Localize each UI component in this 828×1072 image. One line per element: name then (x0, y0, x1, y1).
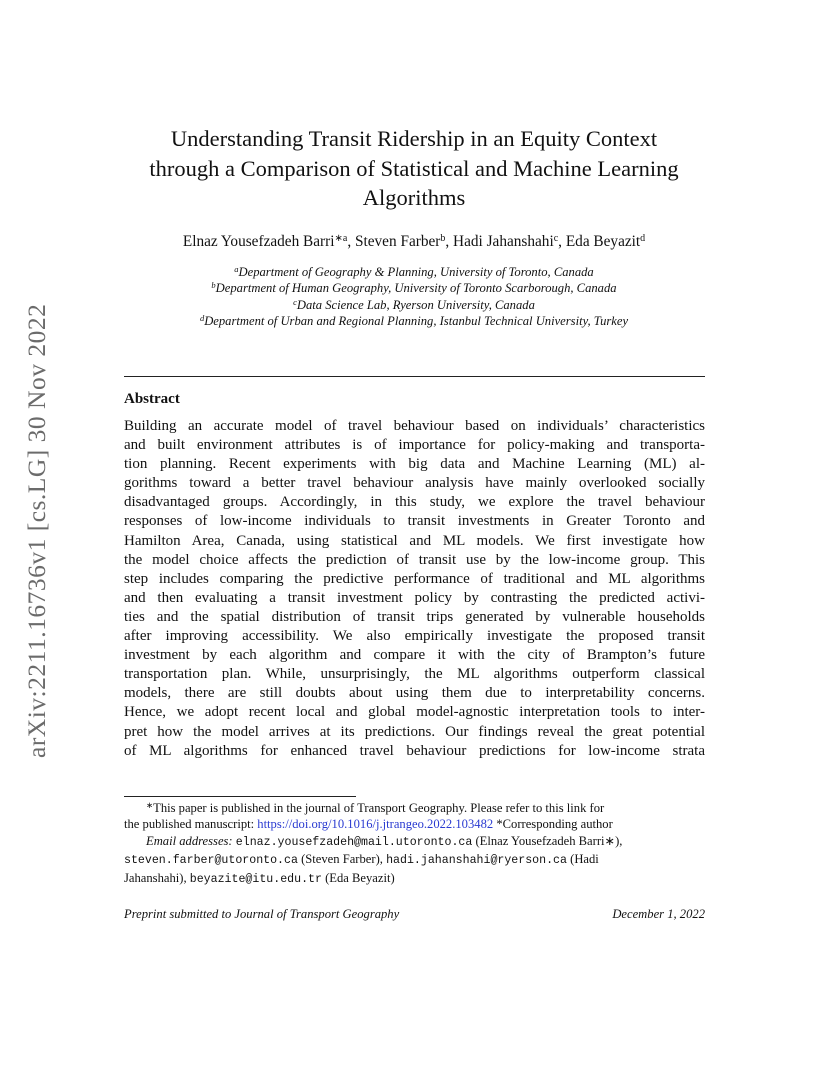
abstract-line: Hence, we adopt recent local and global model-agnostic interpretation tools to inter- (124, 704, 705, 721)
affiliation-mark: a (234, 264, 239, 274)
abstract-line: of ML algorithms for enhanced travel behaviour predictions for low-income strata (124, 742, 705, 759)
abstract-line: pret how the model arrives at its predictions. Our findings reveal the great potential (124, 723, 705, 740)
affiliation-mark: c (293, 296, 297, 307)
author-mark: ∗a (334, 233, 348, 244)
affiliation (124, 297, 704, 313)
affiliation-mark: d (199, 313, 205, 324)
title-line: through a Comparison of Statistical and Machine Learning (149, 155, 679, 181)
affiliation-mark: b (211, 280, 216, 291)
doi-link[interactable]: https://doi.org/10.1016/j.jtrangeo.2022.103482 (257, 817, 494, 832)
abstract-line: ties and the spatial distribution of transit trips generated by vulnerable households (124, 608, 705, 625)
arxiv-identifier: arXiv:2211.16736v1 [cs.LG] 30 Nov 2022 (22, 303, 51, 758)
author-name: Steven Farber (354, 233, 441, 250)
email-owner: (Eda Beyazit) (321, 870, 395, 885)
abstract-line: disadvantaged groups. Accordingly, in this study, we explore the travel behaviour (124, 494, 705, 511)
abstract-body (124, 417, 705, 761)
preprint-note: Preprint submitted to Journal of Transport Geography (124, 907, 400, 921)
affiliation-text: Department of Geography & Planning, University of Toronto, Canada (238, 265, 594, 279)
abstract-line: responses of low-income individuals to transit investments in Greater Toronto and (124, 513, 705, 530)
paper-title (124, 124, 704, 213)
author-name: Elnaz Yousefzadeh Barri (182, 233, 335, 250)
email-owner: (Steven Farber), (297, 852, 387, 867)
preprint-date: December 1, 2022 (612, 907, 705, 921)
author-mark: c (553, 233, 559, 244)
author-mark: b (440, 233, 446, 244)
email-label: Email addresses: (146, 833, 236, 848)
footnote-line (124, 800, 705, 816)
abstract-line: models, there are still doubts about using them due to interpretability concerns. (124, 685, 705, 702)
abstract-line: after improving accessibility. We also empirically investigate the proposed transit (124, 628, 705, 645)
affiliation-list (124, 264, 704, 330)
email-address[interactable]: steven.farber@utoronto.ca (124, 854, 298, 868)
email-owner: (Hadi (566, 852, 599, 867)
title-line: Understanding Transit Ridership in an Equity Context (170, 126, 658, 151)
abstract-heading: Abstract (124, 391, 180, 407)
author-name: Eda Beyazit (565, 233, 641, 250)
abstract-line: and then evaluating a transit investment policy by contrasting the predicted activi- (124, 589, 705, 606)
author-name: Hadi Jahanshahi (453, 233, 554, 250)
preprint-footer (124, 907, 705, 922)
affiliation (124, 313, 704, 329)
abstract-line: and built environment attributes is of importance for policy-making and transporta- (124, 437, 705, 454)
abstract-top-rule (124, 376, 705, 377)
footnote-rule (124, 796, 356, 797)
author-list: Elnaz Yousefzadeh Barri$^{∗a}$, Steven Farber$^b$, Hadi Jahanshahi$^c$, Eda Beyazit$^d$ (182, 233, 646, 250)
abstract-line: gorithms toward a better travel behaviour analysis have mainly overlooked socially (124, 475, 705, 492)
email-line (124, 870, 705, 888)
footnote-text: the published manuscript: (124, 817, 258, 832)
email-owner: (Elnaz Yousefzadeh Barri∗), (472, 833, 623, 848)
abstract-line: step includes comparing the predictive performance of traditional and ML algorithms (124, 570, 705, 587)
email-address[interactable]: hadi.jahanshahi@ryerson.ca (386, 854, 567, 868)
title-line: Algorithms (362, 185, 466, 210)
abstract-line: tion planning. Recent experiments with big data and Machine Learning (ML) al- (124, 456, 705, 473)
email-line (124, 833, 705, 851)
abstract-line: the model choice affects the prediction of transit use by the low-income group. This (124, 551, 705, 568)
email-address[interactable]: elnaz.yousefzadeh@mail.utoronto.ca (235, 835, 473, 849)
affiliation (124, 280, 704, 296)
email-address[interactable]: beyazite@itu.edu.tr (189, 872, 322, 886)
footnote-text: This paper is published in the journal of Transport Geography. Please refer to this link for (153, 801, 605, 815)
abstract-line: investment by each algorithm and compare it with the city of Brampton’s future (124, 647, 705, 664)
author-mark: d (640, 233, 646, 244)
email-owner: Jahanshahi), (124, 870, 190, 885)
abstract-line: Building an accurate model of travel behaviour based on individuals’ characteristics (124, 418, 705, 434)
footnote-line (124, 816, 705, 832)
affiliation-text: Department of Urban and Regional Planning, Istanbul Technical University, Turkey (204, 314, 629, 329)
affiliation (124, 264, 704, 280)
abstract-line: transportation plan. While, unsurprisingly, the ML algorithms outperform classical (124, 666, 705, 683)
footnote-text: *Corresponding author (493, 817, 613, 832)
abstract-line: Hamilton Area, Canada, using statistical and ML models. We first investigate how (124, 532, 705, 549)
email-line (124, 851, 705, 869)
affiliation-text: Data Science Lab, Ryerson University, Canada (296, 297, 535, 312)
footnotes (124, 800, 705, 888)
footnote-mark: ∗ (146, 800, 154, 810)
affiliation-text: Department of Human Geography, University of Toronto Scarborough, Canada (215, 281, 617, 296)
